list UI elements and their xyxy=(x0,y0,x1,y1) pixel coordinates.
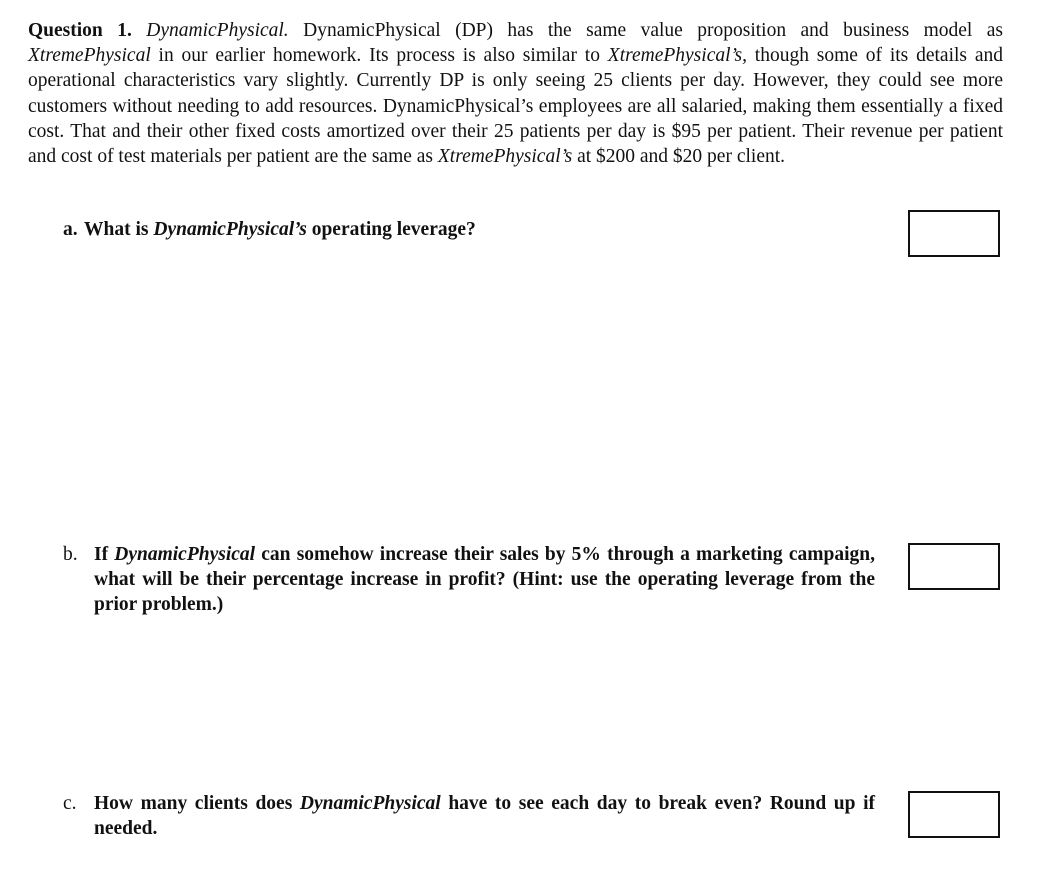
question-c-company: DynamicPhysical xyxy=(299,793,441,814)
question-c-marker: c. xyxy=(63,793,77,814)
reference-company-3: XtremePhysical’s xyxy=(437,146,573,168)
question-c-text: How many clients does DynamicPhysical have to see each day to break even? Round up if needed. xyxy=(94,793,875,839)
intro-text-1: DynamicPhysical (DP) has the same value proposition and business model as xyxy=(288,20,1004,41)
question-a xyxy=(63,217,863,242)
question-b-text: If DynamicPhysical can somehow increase their sales by 5% through a marketing campaign, what will be their percentage increase in profit? (Hint: use the operating leverage from the prior problem.) xyxy=(94,544,875,615)
question-a-text: What is DynamicPhysical’s operating leverage? xyxy=(84,219,476,240)
company-name: DynamicPhysical. xyxy=(146,20,289,41)
question-intro xyxy=(28,18,1003,169)
question-c xyxy=(63,791,875,841)
answer-box-b[interactable] xyxy=(908,543,1000,590)
question-a-company: DynamicPhysical’s xyxy=(153,219,307,240)
answer-box-a[interactable] xyxy=(908,210,1000,257)
question-label: Question 1. xyxy=(28,20,132,41)
reference-company: XtremePhysical xyxy=(28,45,151,67)
intro-text-3: though some of its details and operational characteristics vary slightly. Currently DP is only seeing 25 clients per day. However, they could see more customers without needing to add resources. DynamicPhysical’s employees are all salaried, making them essentially a fixed cost. That and their other fixed costs amortized over their 25 patients per day is $95 per patient. Their revenue per patient and cost of test materials per patient are the same as xyxy=(28,45,1003,168)
question-b-marker: b. xyxy=(63,544,78,565)
intro-text-2: in our earlier homework. Its process is also similar to xyxy=(150,45,608,67)
question-b-company: DynamicPhysical xyxy=(114,544,256,565)
question-b xyxy=(63,542,875,617)
reference-company-2: XtremePhysical’s, xyxy=(607,45,747,67)
question-a-marker: a. xyxy=(63,219,78,240)
answer-box-c[interactable] xyxy=(908,791,1000,838)
intro-text-4: at $200 and $20 per client. xyxy=(572,146,786,168)
